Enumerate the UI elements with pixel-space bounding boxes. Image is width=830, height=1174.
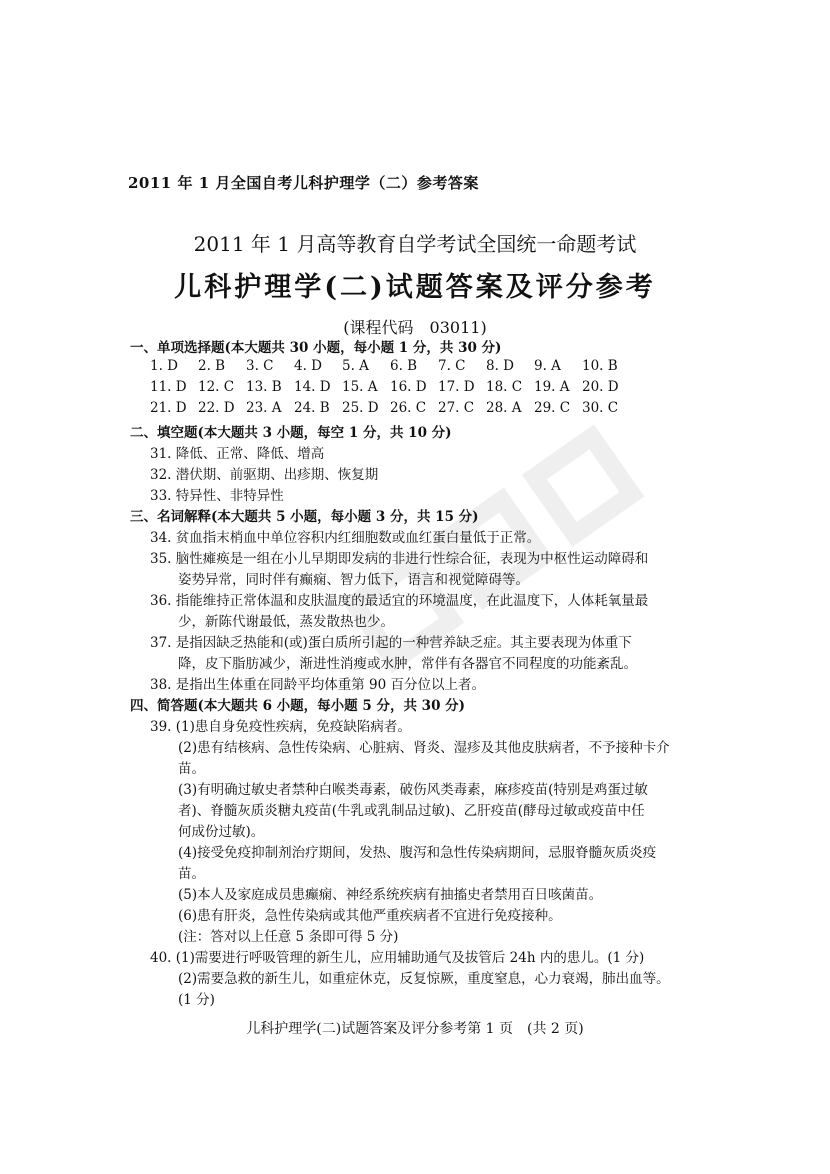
answer-39-4-cont: 苗。 [178, 866, 205, 882]
answer-40-1: 40. (1)需要进行呼吸管理的新生儿，应用辅助通气及拔管后 24h 内的患儿。(1 分) [150, 950, 645, 966]
mcq-row [150, 400, 630, 416]
answer-39-2: (2)患有结核病、急性传染病、心脏病、肾炎、湿疹及其他皮肤病者，不予接种卡介 [178, 740, 670, 756]
mcq-answer: 27. C [438, 400, 475, 416]
mcq-answer: 15. A [342, 379, 378, 395]
answer-31: 31. 降低、正常、降低、增高 [150, 446, 325, 462]
course-code: (课程代码 03011) [343, 318, 487, 337]
mcq-answer: 11. D [150, 379, 187, 395]
answer-39-3: (3)有明确过敏史者禁种白喉类毒素，破伤风类毒素，麻疹疫苗(特别是鸡蛋过敏 [178, 782, 648, 798]
page-title: 儿科护理学(二)试题答案及评分参考 [174, 272, 656, 303]
answer-39-2-cont: 苗。 [178, 761, 205, 777]
answer-40-2-cont: (1 分) [178, 992, 215, 1008]
mcq-answer: 1. D [150, 358, 178, 374]
mcq-row [150, 379, 630, 395]
answer-35: 35. 脑性瘫痪是一组在小儿早期即发病的非进行性综合征，表现为中枢性运动障碍和 [150, 551, 649, 567]
mcq-answer: 25. D [342, 400, 379, 416]
answer-39-3-cont: 者)、脊髓灰质炎糖丸疫苗(牛乳或乳制品过敏)、乙肝疫苗(酵母过敏或疫苗中任 [178, 803, 645, 819]
answer-39-3-cont2: 何成份过敏)。 [178, 824, 265, 840]
page-footer: 儿科护理学(二)试题答案及评分参考第 1 页 (共 2 页) [246, 1021, 584, 1037]
mcq-answer: 28. A [486, 400, 522, 416]
mcq-answer: 16. D [390, 379, 427, 395]
mcq-answer: 20. D [582, 379, 619, 395]
section-heading-mcq: 一、单项选择题(本大题共 30 小题，每小题 1 分，共 30 分) [130, 340, 502, 356]
answer-37: 37. 是指因缺乏热能和(或)蛋白质所引起的一种营养缺乏症。其主要表现为体重下 [150, 635, 632, 651]
exam-title: 2011 年 1 月高等教育自学考试全国统一命题考试 [193, 232, 637, 256]
mcq-row [150, 358, 630, 374]
mcq-answer: 13. B [246, 379, 282, 395]
section-heading-fill: 二、填空题(本大题共 3 小题，每空 1 分，共 10 分) [130, 425, 452, 441]
answer-35-cont: 姿势异常，同时伴有癫痫、智力低下，语言和视觉障碍等。 [178, 572, 529, 588]
mcq-answer: 23. A [246, 400, 282, 416]
answer-39-note: (注：答对以上任意 5 条即可得 5 分) [178, 929, 399, 945]
mcq-answer: 19. A [534, 379, 570, 395]
answer-40-2: (2)需要急救的新生儿，如重症休克，反复惊厥，重度窒息，心力衰竭，肺出血等。 [178, 971, 670, 987]
mcq-answer: 7. C [438, 358, 466, 374]
mcq-answer: 14. D [294, 379, 331, 395]
answer-39-4: (4)接受免疫抑制剂治疗期间，发热、腹泻和急性传染病期间，忌服脊髓灰质炎疫 [178, 845, 657, 861]
mcq-answer: 3. C [246, 358, 274, 374]
answer-34: 34. 贫血指末梢血中单位容积内红细胞数或血红蛋白量低于正常。 [150, 530, 541, 546]
answer-36: 36. 指能维持正常体温和皮肤温度的最适宜的环境温度，在此温度下，人体耗氧量最 [150, 593, 649, 609]
answer-39-6: (6)患有肝炎，急性传染病或其他严重疾病者不宜进行免疫接种。 [178, 908, 562, 924]
mcq-answer: 2. B [198, 358, 226, 374]
answer-32: 32. 潜伏期、前驱期、出疹期、恢复期 [150, 467, 379, 483]
mcq-answer: 22. D [198, 400, 235, 416]
answer-38: 38. 是指出生体重在同龄平均体重第 90 百分位以上者。 [150, 677, 486, 693]
mcq-answer: 21. D [150, 400, 187, 416]
mcq-answer: 5. A [342, 358, 369, 374]
document-header: 2011 年 1 月全国自考儿科护理学（二）参考答案 [128, 174, 479, 192]
answer-37-cont: 降，皮下脂肪减少，渐进性消瘦或水肿，常伴有各器官不同程度的功能紊乱。 [178, 656, 637, 672]
mcq-answer: 6. B [390, 358, 418, 374]
mcq-answer: 8. D [486, 358, 514, 374]
mcq-answer: 9. A [534, 358, 561, 374]
answer-39-5: (5)本人及家庭成员患癫痫、神经系统疾病有抽搐史者禁用百日咳菌苗。 [178, 887, 603, 903]
mcq-answer: 4. D [294, 358, 322, 374]
answer-36-cont: 少，新陈代谢最低，蒸发散热也少。 [178, 614, 394, 630]
mcq-answer: 24. B [294, 400, 330, 416]
section-heading-short: 四、简答题(本大题共 6 小题，每小题 5 分，共 30 分) [130, 698, 466, 714]
answer-39-1: 39. (1)患自身免疫性疾病，免疫缺陷病者。 [150, 719, 411, 735]
mcq-answer: 17. D [438, 379, 475, 395]
mcq-answer: 10. B [582, 358, 618, 374]
section-heading-terms: 三、名词解释(本大题共 5 小题，每小题 3 分，共 15 分) [130, 509, 479, 525]
mcq-answer: 12. C [198, 379, 235, 395]
mcq-answer: 29. C [534, 400, 571, 416]
answer-33: 33. 特异性、非特异性 [150, 488, 284, 504]
mcq-answer: 26. C [390, 400, 427, 416]
mcq-answer: 30. C [582, 400, 619, 416]
mcq-answer: 18. C [486, 379, 523, 395]
